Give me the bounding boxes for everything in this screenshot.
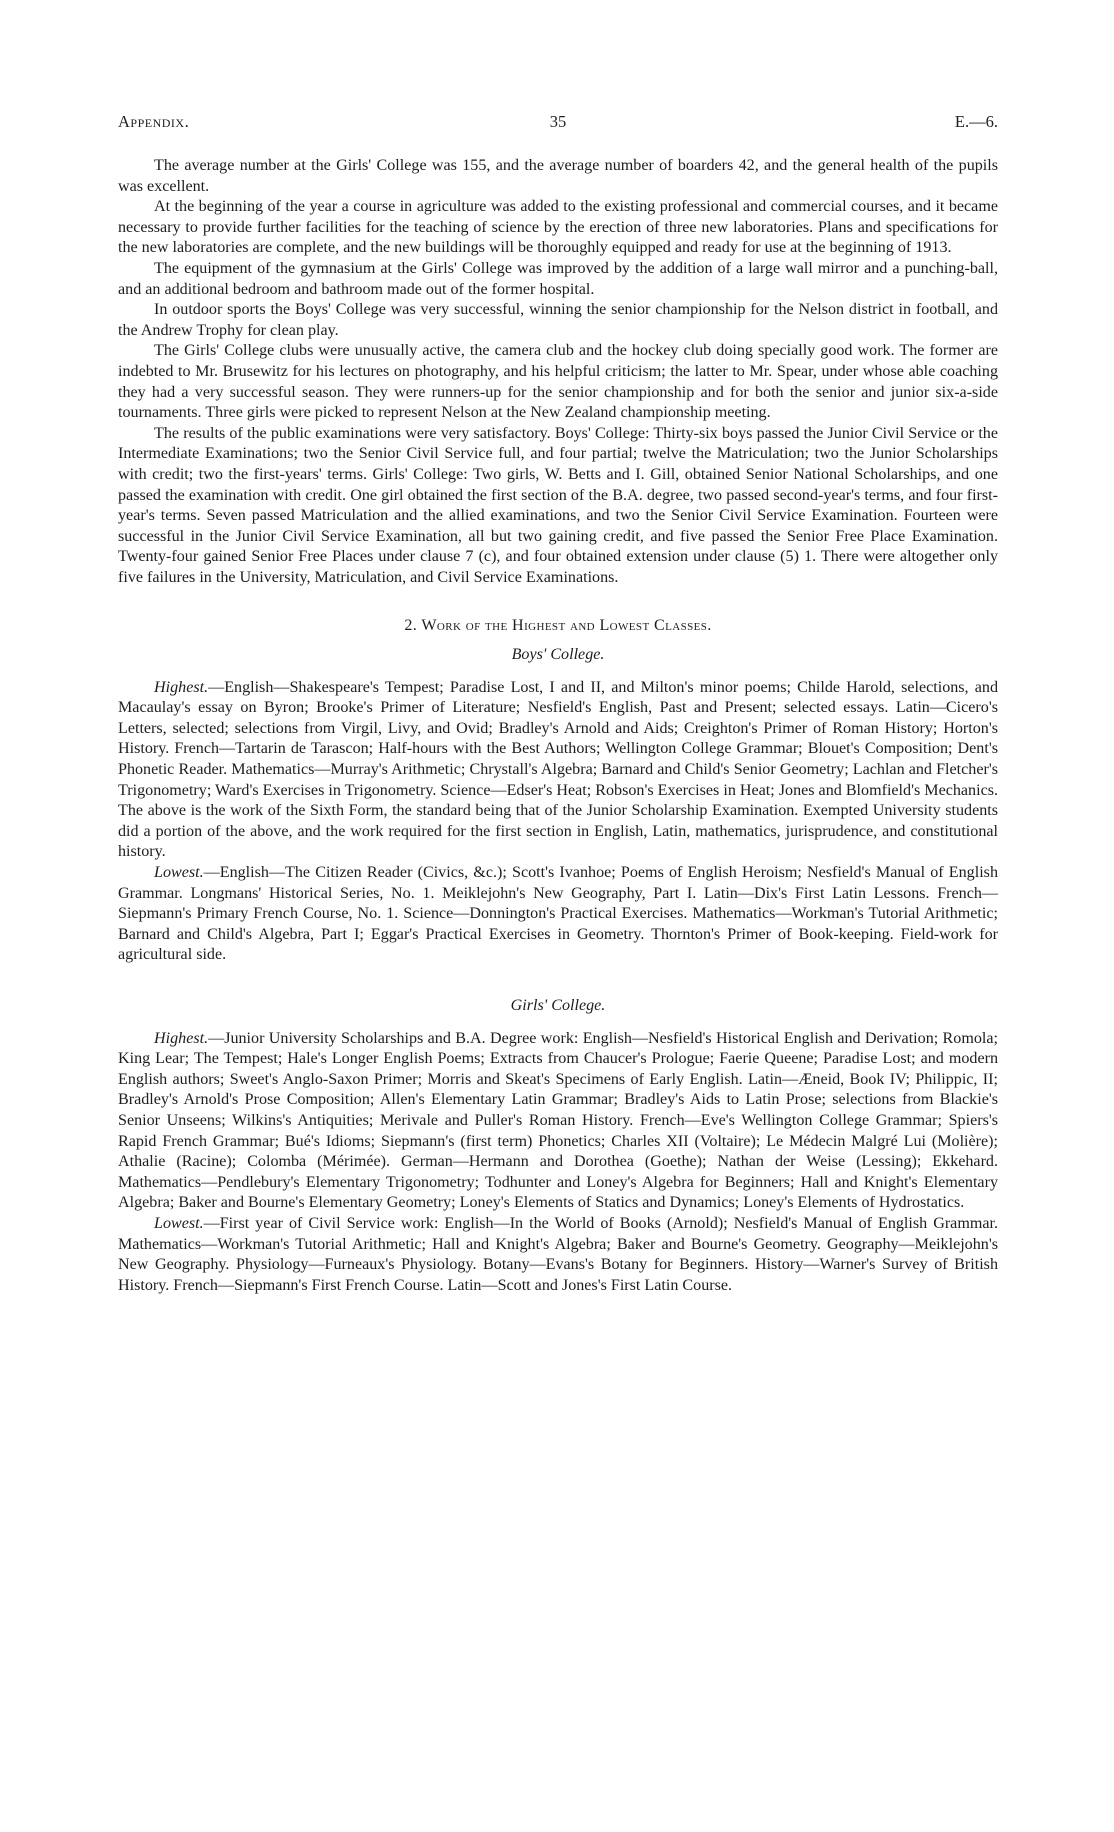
girls-college-heading: Girls' College.	[510, 996, 606, 1014]
girls-highest-text: —Junior University Scholarships and B.A. Degree work: English—Nesfield's Historical English and Derivation; Romola; King Lear; The Tempest; Hale's Longer English Poems; Extracts from Chaucer's Prologue; Faerie Queene; Paradise Lost; and modern English authors; Sweet's Anglo-Saxon Primer; Morris and Skeat's Specimens of Early English. Latin—Æneid, Book IV; Philippic, II; Bradley's Arnold's Prose Composition; Allen's Elementary Latin Grammar; Bradley's Aids to Latin Prose; selections from Blackie's Senior Unseens; Wilkins's Antiquities; Merivale and Puller's Roman History. French—Eve's Wellington College Grammar; Spiers's Rapid French Grammar; Bué's Idioms; Siepmann's (first term) Phonetics; Charles XII (Voltaire); Le Médecin Malgré Lui (Molière); Athalie (Racine); Colomba (Mérimée). German—Hermann and Dorothea (Goethe); Nathan der Weise (Lessing); Ekkehard. Mathematics—Pendlebury's Elementary Trigonometry; Todhunter and Loney's Algebra for Beginners; Hall and Knight's Elementary Algebra; Baker and Bourne's Elementary Geometry; Loney's Elements of Statics and Dynamics; Loney's Elements of Hydrostatics.	[118, 1029, 998, 1212]
header-appendix: Appendix.	[118, 112, 190, 131]
boys-highest-text: —English—Shakespeare's Tempest; Paradise Lost, I and II, and Milton's minor poems; Childe Harold, selections, and Macaulay's essay on Byron; Brooke's Primer of Literature; Nesfield's English, Past and Present; selected essays. Latin—Cicero's Letters, selected; selections from Virgil, Livy, and Ovid; Bradley's Arnold and Aids; Creighton's Primer of Roman History; Horton's History. French—Tartarin de Tarascon; Half-hours with the Best Authors; Wellington College Grammar; Blouet's Composition; Dent's Phonetic Reader. Mathematics—Murray's Arithmetic; Chrystall's Algebra; Barnard and Child's Senior Geometry; Lachlan and Fletcher's Trigonometry; Ward's Exercises in Trigonometry. Science—Edser's Heat; Robson's Exercises in Heat; Jones and Blomfield's Mechanics. The above is the work of the Sixth Form, the standard being that of the Junior Scholarship Examination. Exempted University students did a portion of the above, and the work required for the first section in English, Latin, mathematics, jurisprudence, and constitutional history.	[118, 678, 998, 861]
boys-lowest-paragraph	[118, 863, 998, 966]
paragraph-attendance: The average number at the Girls' College was 155, and the average number of boarders 42, and the general health of the pupils was excellent.	[118, 157, 998, 195]
girls-highest-paragraph	[118, 1029, 998, 1214]
girls-highest-label: Highest.	[154, 1029, 209, 1047]
paragraph-examination-results: The results of the public examinations were very satisfactory. Boys' College: Thirty-six boys passed the Junior Civil Service or the Intermediate Examinations; two the Senior Civil Service full, and four partial; twelve the Matriculation; two the Junior Scholarships with credit; two the first-years' terms. Girls' College: Two girls, W. Betts and I. Gill, obtained Senior National Scholarships, and one passed the examination with credit. One girl obtained the first section of the B.A. degree, two passed second-year's terms, and four first-year's terms. Seven passed Matriculation and the allied examinations, and two the Senior Civil Service Examination. Fourteen were successful in the Junior Civil Service Examination, all but two gaining credit, and five passed the Senior Free Place Examination. Twenty-four gained Senior Free Places under clause 7 (c), and four obtained extension under clause (5) 1. There were altogether only five failures in the University, Matriculation, and Civil Service Examinations.	[118, 424, 998, 586]
boys-lowest-text: —English—The Citizen Reader (Civics, &c.); Scott's Ivanhoe; Poems of English Heroism; Nesfield's Manual of English Grammar. Longmans' Historical Series, No. 1. Meiklejohn's New Geography, Part I. Latin—Dix's First Latin Lessons. French—Siepmann's Primary French Course, No. 1. Science—Donnington's Practical Exercises. Mathematics—Workman's Tutorial Arithmetic; Barnard and Child's Algebra, Part I; Eggar's Practical Exercises in Geometry. Thornton's Primer of Book-keeping. Field-work for agricultural side.	[118, 864, 998, 964]
girls-lowest-text: —First year of Civil Service work: English—In the World of Books (Arnold); Nesfield's Manual of English Grammar. Mathematics—Workman's Tutorial Arithmetic; Hall and Knight's Algebra; Baker and Bourne's Geometry. Geography—Meiklejohn's New Geography. Physiology—Furneaux's Physiology. Botany—Evans's Botany for Beginners. History—Warner's Survey of British History. French—Siepmann's First French Course. Latin—Scott and Jones's First Latin Course.	[118, 1214, 998, 1294]
boys-lowest-label: Lowest.	[154, 864, 204, 881]
paragraph-agriculture-course: At the beginning of the year a course in agriculture was added to the existing professional and commercial courses, and it became necessary to provide further facilities for the teaching of science by the erection of three new laboratories. Plans and specifications for the new laboratories are complete, and the new buildings will be thoroughly equipped and ready for use at the beginning of 1913.	[118, 198, 998, 257]
paragraph-girls-clubs: The Girls' College clubs were unusually active, the camera club and the hockey club doing specially good work. The former are indebted to Mr. Brusewitz for his lectures on photography, and his helpful criticism; the latter to Mr. Spear, under whose able coaching they had a very successful season. They were runners-up for the senior championship and for both the senior and junior six-a-side tournaments. Three girls were picked to represent Nelson at the New Zealand championship meeting.	[118, 342, 998, 422]
boys-highest-label: Highest.	[154, 678, 209, 696]
paragraph-outdoor-sports: In outdoor sports the Boys' College was very successful, winning the senior championship for the Nelson district in football, and the Andrew Trophy for clean play.	[118, 301, 998, 339]
page-header	[118, 112, 998, 136]
boys-college-heading: Boys' College.	[511, 646, 605, 664]
paragraph-gymnasium: The equipment of the gymnasium at the Girls' College was improved by the addition of a large wall mirror and a punching-ball, and an additional bedroom and bathroom made out of the former hospital.	[118, 259, 998, 298]
boys-highest-paragraph	[118, 678, 998, 863]
section-title: 2. Work of the Highest and Lowest Classes.	[404, 617, 712, 635]
girls-lowest-paragraph	[118, 1214, 998, 1296]
document-reference: E.—6.	[954, 112, 998, 131]
girls-lowest-label: Lowest.	[154, 1214, 204, 1232]
page-number: 35	[549, 112, 567, 131]
